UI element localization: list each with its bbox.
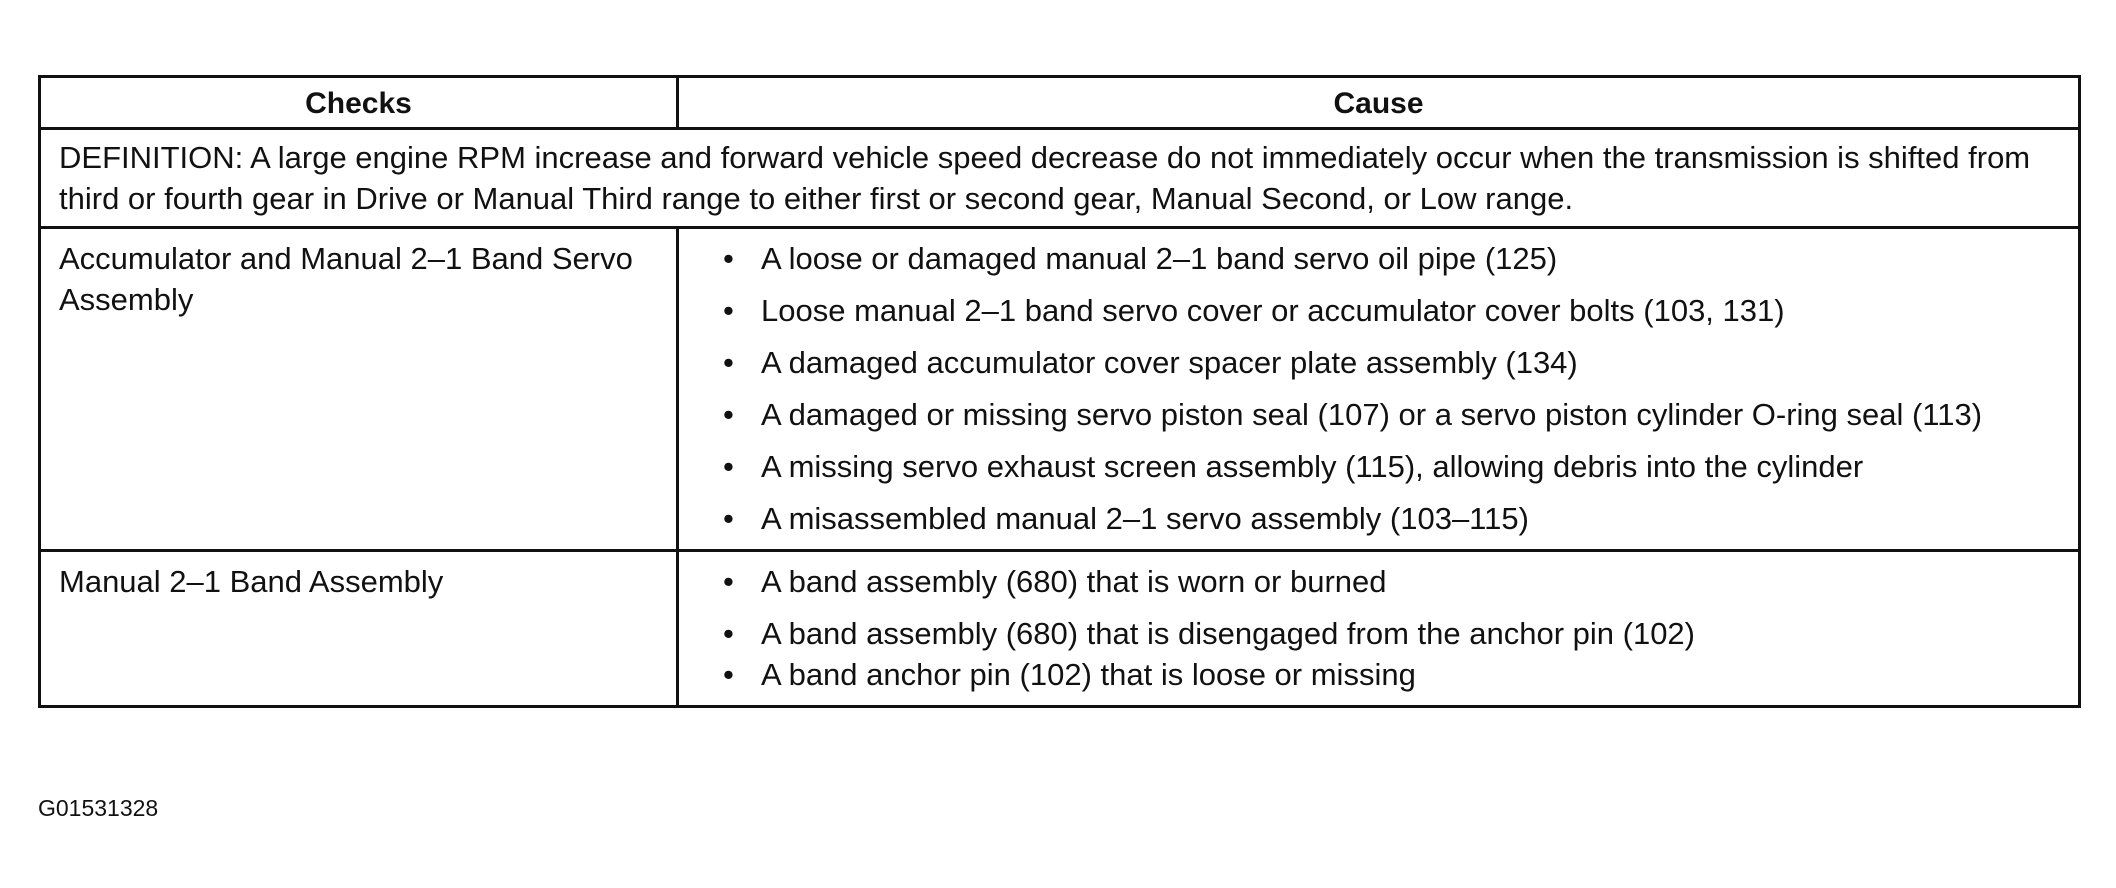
cause-text: Loose manual 2–1 band servo cover or accumulator cover bolts (103, 131) [761, 293, 1785, 328]
definition-row [40, 129, 2080, 228]
diagnosis-table [38, 75, 2081, 708]
bullet-icon: • [723, 564, 734, 599]
check-cell: Manual 2–1 Band Assembly [40, 551, 678, 707]
cause-text: A damaged or missing servo piston seal (107) or a servo piston cylinder O-ring seal (113) [761, 397, 1983, 432]
header-row [40, 77, 2080, 129]
header-checks: Checks [40, 77, 678, 129]
list-item [723, 498, 2066, 539]
bullet-icon: • [723, 345, 734, 380]
cause-text: A misassembled manual 2–1 servo assembly (103–115) [761, 501, 1529, 536]
bullet-icon: • [723, 616, 734, 651]
bullet-icon: • [723, 397, 734, 432]
list-item [723, 613, 2066, 654]
cause-text: A loose or damaged manual 2–1 band servo oil pipe (125) [761, 241, 1558, 276]
list-item [723, 290, 2066, 331]
bullet-icon: • [723, 501, 734, 536]
table-row [40, 228, 2080, 551]
table-row [40, 551, 2080, 707]
cause-text: A missing servo exhaust screen assembly (115), allowing debris into the cylinder [761, 449, 1864, 484]
list-item [723, 342, 2066, 383]
list-item [723, 238, 2066, 279]
cause-text: A band assembly (680) that is worn or burned [761, 564, 1387, 599]
header-cause: Cause [678, 77, 2080, 129]
bullet-icon: • [723, 241, 734, 276]
cause-cell [678, 228, 2080, 551]
list-item [723, 561, 2066, 602]
cause-text: A damaged accumulator cover spacer plate assembly (134) [761, 345, 1578, 380]
cause-list [723, 238, 2066, 539]
bullet-icon: • [723, 293, 734, 328]
cause-text: A band anchor pin (102) that is loose or missing [761, 657, 1416, 692]
list-item [723, 394, 2066, 435]
list-item [723, 446, 2066, 487]
bullet-icon: • [723, 657, 734, 692]
check-cell: Accumulator and Manual 2–1 Band Servo Assembly [40, 228, 678, 551]
cause-cell [678, 551, 2080, 707]
definition-text: DEFINITION: A large engine RPM increase and forward vehicle speed decrease do not immediately occur when the transmission is shifted from third or fourth gear in Drive or Manual Third range to either first or second gear, Manual Second, or Low range. [40, 129, 2080, 228]
list-item [723, 654, 2066, 695]
cause-list [723, 561, 2066, 695]
cause-text: A band assembly (680) that is disengaged from the anchor pin (102) [761, 616, 1695, 651]
figure-id: G01531328 [38, 795, 159, 821]
bullet-icon: • [723, 449, 734, 484]
